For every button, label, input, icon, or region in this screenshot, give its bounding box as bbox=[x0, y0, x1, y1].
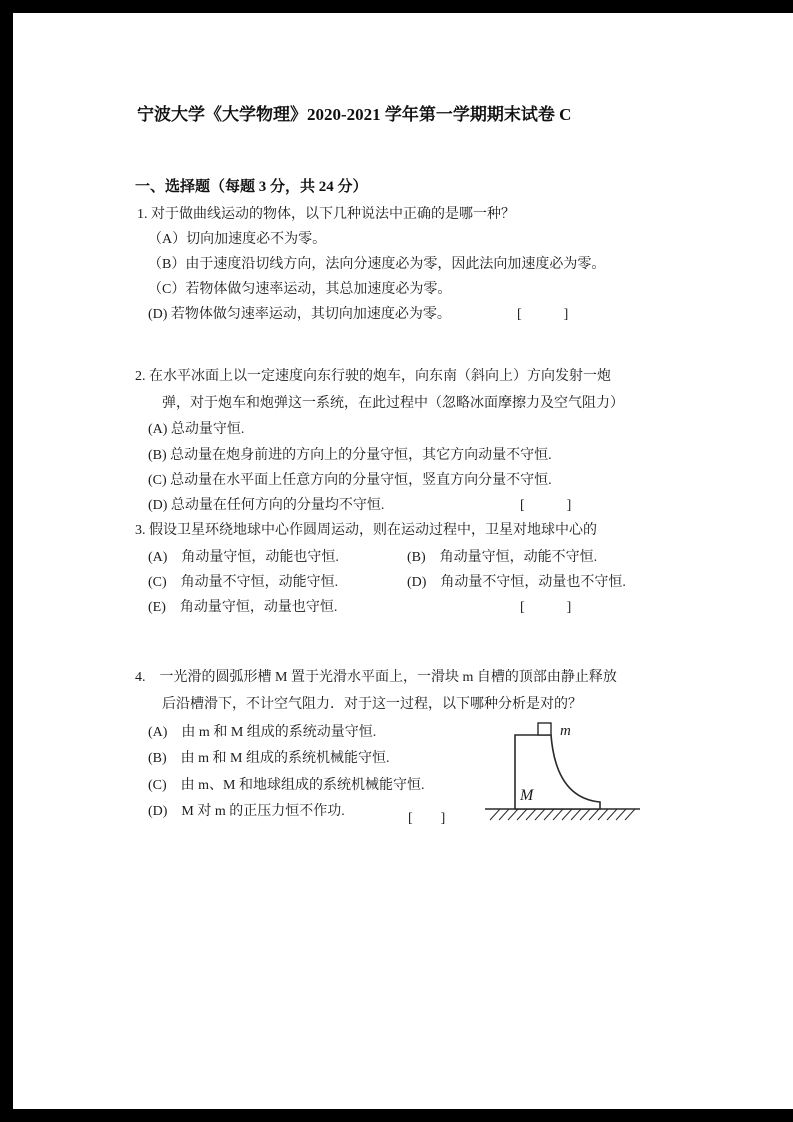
question-3-option-a: (A) 角动量守恒，动能也守恒. bbox=[148, 550, 339, 565]
question-4-answer-bracket: [ ] bbox=[408, 811, 446, 826]
groove-diagram bbox=[482, 716, 647, 828]
question-3-answer-bracket: [ ] bbox=[520, 600, 572, 615]
section-heading: 一、选择题（每题 3 分，共 24 分） bbox=[135, 179, 368, 195]
block-m-square bbox=[538, 723, 551, 735]
question-1-option-a: （A）切向加速度必不为零。 bbox=[148, 232, 327, 247]
question-1-option-c: （C）若物体做匀速率运动，其总加速度必为零。 bbox=[148, 282, 452, 297]
question-4-figure bbox=[482, 716, 647, 833]
question-4-option-b: (B) 由 m 和 M 组成的系统机械能守恒. bbox=[148, 751, 390, 766]
question-1-stem: 1. 对于做曲线运动的物体，以下几种说法中正确的是哪一种？ bbox=[137, 207, 515, 222]
question-2-option-d: (D) 总动量在任何方向的分量均不守恒. bbox=[148, 498, 385, 513]
ground-hatch bbox=[490, 809, 635, 820]
scan-edge-left bbox=[0, 0, 13, 1122]
label-m: m bbox=[560, 723, 571, 739]
question-2-answer-bracket: [ ] bbox=[520, 498, 572, 513]
question-1-answer-bracket: [ ] bbox=[517, 307, 569, 322]
question-1-option-b: （B）由于速度沿切线方向，法向分速度必为零，因此法向加速度必为零。 bbox=[148, 257, 606, 272]
question-4-option-a: (A) 由 m 和 M 组成的系统动量守恒. bbox=[148, 725, 377, 740]
question-4-option-c: (C) 由 m、M 和地球组成的系统机械能守恒. bbox=[148, 778, 425, 793]
question-3-stem: 3. 假设卫星环绕地球中心作圆周运动，则在运动过程中，卫星对地球中心的 bbox=[135, 523, 597, 538]
scan-edge-top bbox=[0, 0, 793, 13]
question-2-option-c: (C) 总动量在水平面上任意方向的分量守恒，竖直方向分量不守恒. bbox=[148, 473, 552, 488]
question-4-option-d: (D) M 对 m 的正压力恒不作功. bbox=[148, 804, 345, 819]
question-3-option-c: (C) 角动量不守恒，动能守恒. bbox=[148, 575, 339, 590]
question-3-option-e: (E) 角动量守恒，动量也守恒. bbox=[148, 600, 338, 615]
label-M: M bbox=[520, 787, 534, 804]
page-title: 宁波大学《大学物理》2020-2021 学年第一学期期末试卷 C bbox=[137, 105, 572, 124]
question-4-stem-line-1: 4. 一光滑的圆弧形槽 M 置于光滑水平面上，一滑块 m 自槽的顶部由静止释放 bbox=[135, 670, 617, 685]
question-2-stem-line-2: 弹，对于炮车和炮弹这一系统，在此过程中（忽略冰面摩擦力及空气阻力） bbox=[162, 396, 624, 411]
question-2-stem-line-1: 2. 在水平冰面上以一定速度向东行驶的炮车，向东南（斜向上）方向发射一炮 bbox=[135, 369, 611, 384]
scan-edge-bottom bbox=[0, 1109, 793, 1122]
question-4-stem-line-2: 后沿槽滑下，不计空气阻力．对于这一过程，以下哪种分析是对的？ bbox=[162, 697, 582, 712]
question-3-option-b: (B) 角动量守恒，动能不守恒. bbox=[407, 550, 598, 565]
question-1-option-d: (D) 若物体做匀速率运动，其切向加速度必为零。 bbox=[148, 307, 451, 322]
question-3-option-d: (D) 角动量不守恒，动量也不守恒. bbox=[407, 575, 626, 590]
question-2-option-a: (A) 总动量守恒. bbox=[148, 422, 245, 437]
question-2-option-b: (B) 总动量在炮身前进的方向上的分量守恒，其它方向动量不守恒. bbox=[148, 448, 552, 463]
